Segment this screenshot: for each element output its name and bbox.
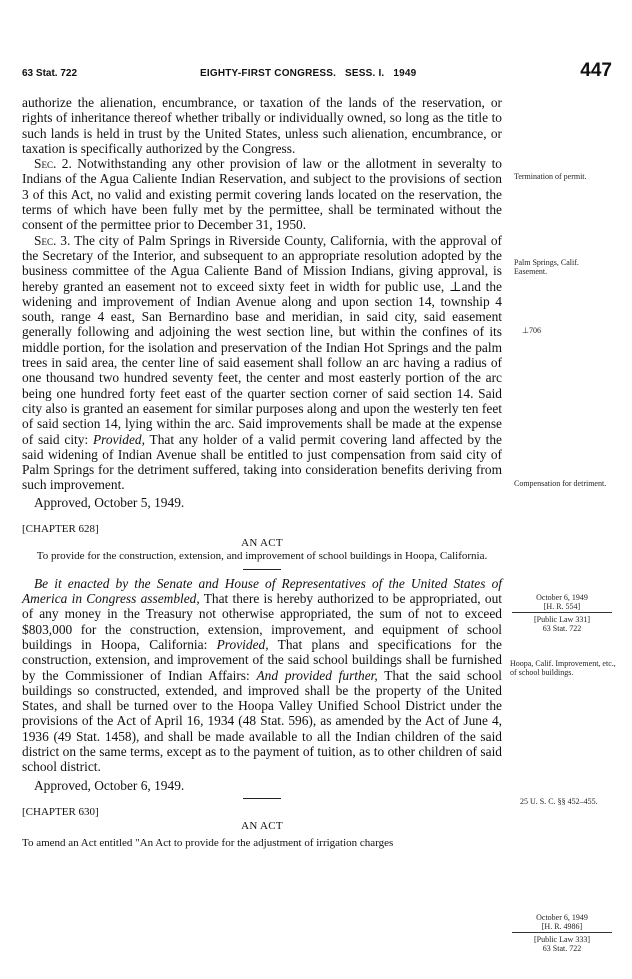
ch628-public-law: [Public Law 331]	[534, 615, 590, 624]
page-number: 447	[580, 60, 612, 81]
main-text	[22, 95, 502, 850]
ch628-date: October 6, 1949	[536, 593, 588, 602]
ch628-bill: [H. R. 554]	[543, 602, 581, 611]
margin-note-page-marker: ⊥706	[522, 326, 541, 335]
section-2	[22, 156, 502, 232]
enact-text-b: That plans and specifications for the construction, extension, and improvement of the said school buildings shall be furnished by the Commissioner of Indian Affairs:	[22, 636, 502, 683]
margin-note-chapter-630	[508, 913, 616, 953]
approved-date-1: Approved, October 5, 1949.	[34, 494, 185, 510]
section-3-provided: Provided,	[93, 431, 145, 447]
chapter-630-heading: [CHAPTER 630]	[22, 805, 99, 818]
enact-provided-further: And provided further,	[256, 667, 378, 683]
enacting-clause	[22, 576, 502, 775]
section-3	[22, 233, 502, 493]
running-header	[22, 60, 614, 86]
enact-text-a: That there is hereby authorized to be appropriated, out of any money in the Treasury not otherwise appropriated, the sum of not to exceed $803,000 for the construction, extension, improvement, and equipment of school buildings in Hoopa, California:	[22, 591, 502, 652]
enact-text-c: That the said school buildings so constructed, extended, and improved shall be the property of the United States, and shall be turned over to the Hoopa Valley Unified School District under the provisions of the Act of April 16, 1934 (48 Stat. 596), as amended by the Act of June 4, 1936 (49 Stat. 1458), and shall be made available to all the Indian children of the said district on the same terms, except as to the payment of tuition, as to other children of said school district.	[22, 667, 502, 775]
margin-note-termination: Termination of permit.	[514, 172, 587, 181]
stat-reference: 63 Stat. 722	[22, 68, 78, 79]
ch630-bill: [H. R. 4986]	[541, 922, 583, 931]
enacting-formula: Be it enacted by the Senate and House of Representatives of the United States of America in Congress assembled,	[22, 575, 502, 607]
approved-date-2: Approved, October 6, 1949.	[34, 777, 185, 793]
section-2-label: Sec. 2.	[34, 156, 72, 172]
ch630-date: October 6, 1949	[536, 913, 588, 922]
enact-provided: Provided,	[216, 636, 269, 652]
section-divider-1	[243, 569, 281, 570]
margin-note-compensation: Compensation for detriment.	[514, 479, 607, 488]
section-divider-2	[243, 798, 281, 799]
ch630-stat: 63 Stat. 722	[542, 944, 582, 953]
an-act-heading-1: AN ACT	[241, 536, 283, 549]
ch628-stat: 63 Stat. 722	[542, 624, 582, 633]
an-act-heading-2: AN ACT	[241, 819, 283, 832]
ch628-rule	[512, 612, 612, 613]
section-3-text-a: The city of Palm Springs in Riverside County, California, with the approval of the Secretary of the Interior, and subsequent to an appropriate resolution adopted by the business committee of the Agua Caliente Band of Mission Indians, giving approval, is hereby granted an easement not to exceed sixty feet in width for public use, ⊥and the widening and improvement of Indian Avenue along and upon section 14, township 4 south, range 4 east, San Bernardino base and meridian, in said city, said easement generally following and adjoining the west section line, but within the confines of its middle portion, for the isolation and preservation of the Indian Hot Springs and the palm trees in said area, the center line of said easement shall follow an arc having a radius of one thousand two hundred seventy feet, the center and most easterly portion of the arc being one hundred forty feet east of the quarter section corner of said section 14. Said city also is granted an easement for similar purposes along and upon the westerly ten feet of said section 14, lying within the arc. Said improvements shall be made at the expense of said city:	[22, 232, 503, 447]
margin-note-usc: 25 U. S. C. §§ 452–455.	[520, 797, 598, 806]
ch630-rule	[512, 932, 612, 933]
act-purpose-1: To provide for the construction, extension, and improvement of school buildings in Hoopa, California.	[36, 549, 488, 562]
ch630-public-law: [Public Law 333]	[534, 935, 590, 944]
act-purpose-2: To amend an Act entitled "An Act to provide for the adjustment of irrigation charges	[22, 836, 394, 849]
margin-note-chapter-628	[508, 593, 616, 633]
section-3-text-b: That any holder of a valid permit covering land affected by the said widening of Indian Avenue shall be entitled to just compensation from said city of Palm Springs for the detriment suffered, taking into consideration benefits deriving from such improvement.	[22, 431, 502, 493]
section-3-label: Sec. 3.	[34, 232, 71, 248]
chapter-628-heading: [CHAPTER 628]	[22, 522, 99, 535]
margin-note-hoopa: Hoopa, Calif. Improvement, etc., of school buildings.	[510, 659, 616, 677]
congress-session: EIGHTY-FIRST CONGRESS. SESS. I. 1949	[200, 68, 417, 79]
section-2-text: Notwithstanding any other provision of law or the allotment in severalty to Indians of the Agua Caliente Indian Reservation, and subject to the provisions of section 3 of this Act, no valid and existing permit covering lands located on the reservation, the terms of which have been fully met by the permittee, shall be terminated without the consent of the permittee prior to December 31, 1950.	[22, 156, 503, 233]
margin-note-palm-springs: Palm Springs, Calif. Easement.	[514, 258, 579, 276]
paragraph-continuation: authorize the alienation, encumbrance, or taxation of the lands of the reservation, or rights of inheritance thereof whether tribally or individually owned, so long as the title to such lands is held in trust by the United States, unless such alienation, encumbrance, or taxation is specifically authorized by the Congress.	[22, 95, 502, 156]
